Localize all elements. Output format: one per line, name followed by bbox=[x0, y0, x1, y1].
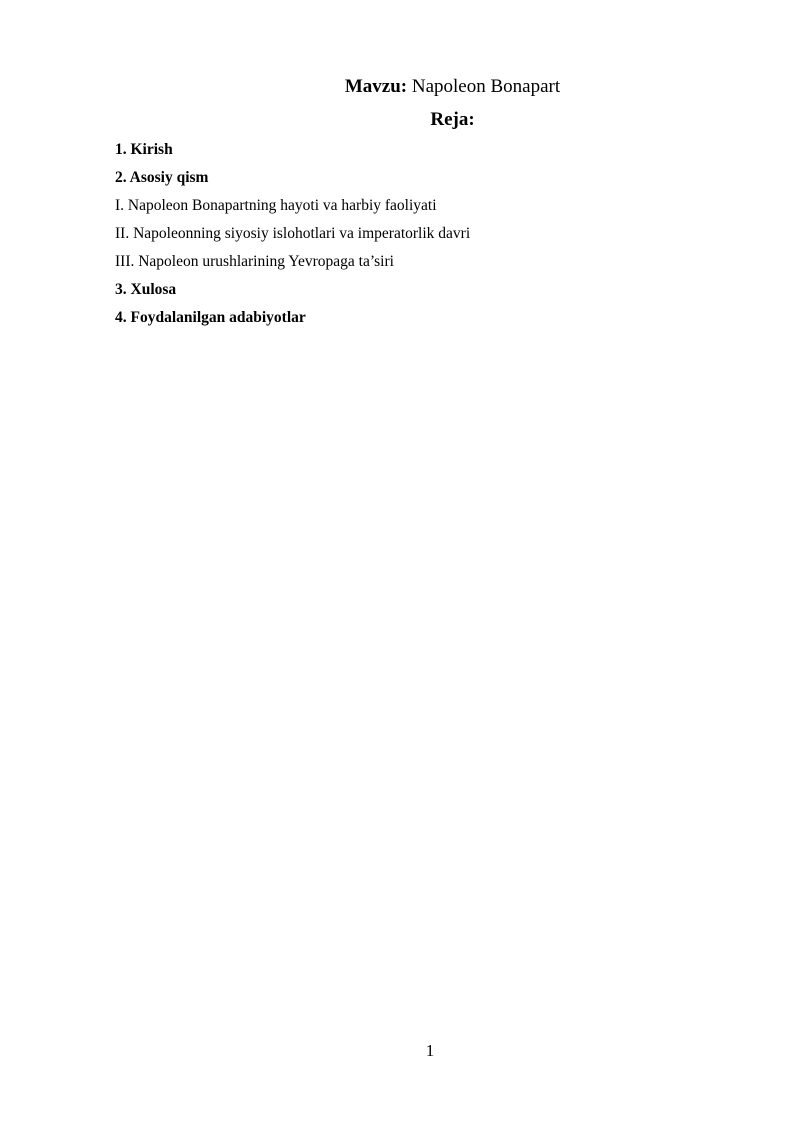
plan-item-adabiyotlar: 4. Foydalanilgan adabiyotlar bbox=[115, 309, 306, 326]
plan-item-urushlari: III. Napoleon urushlarining Yevropaga ta’siri bbox=[115, 253, 394, 270]
page-number: 1 bbox=[425, 1041, 435, 1060]
plan-item-asosiy-qism: 2. Asosiy qism bbox=[115, 169, 209, 186]
plan-item-xulosa: 3. Xulosa bbox=[115, 281, 177, 298]
title-label: Mavzu: bbox=[344, 76, 408, 97]
plan-list bbox=[115, 140, 470, 336]
page-title bbox=[0, 75, 800, 99]
plan-item-hayoti: I. Napoleon Bonapartning hayoti va harbiy faoliyati bbox=[115, 197, 437, 214]
plan-heading: Reja: bbox=[430, 109, 475, 130]
title-text: Napoleon Bonapart bbox=[407, 76, 561, 97]
plan-item-islohotlari: II. Napoleonning siyosiy islohotlari va imperatorlik davri bbox=[115, 225, 471, 242]
plan-item-kirish: 1. Kirish bbox=[115, 141, 173, 158]
